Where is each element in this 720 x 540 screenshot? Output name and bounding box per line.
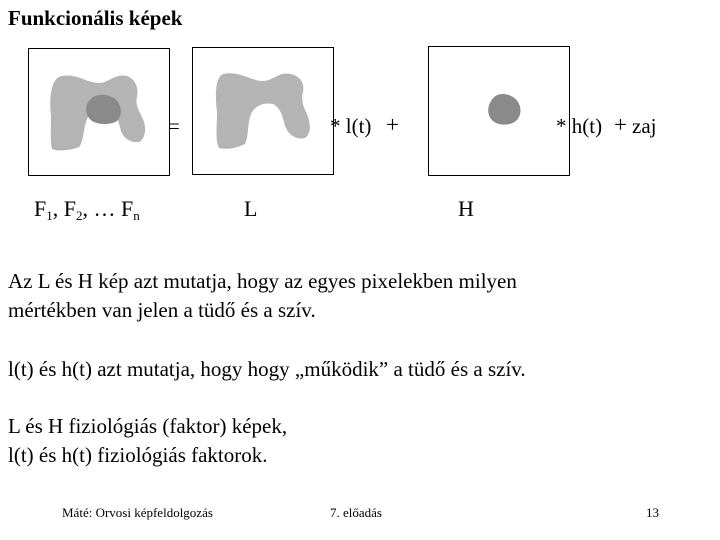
plus-sign: + bbox=[386, 112, 399, 137]
paragraph-3-line-2: l(t) és h(t) fiziológiás faktorok. bbox=[8, 443, 268, 467]
slide-title: Funkcionális képek bbox=[8, 6, 183, 30]
paragraph-2-line-1: l(t) és h(t) azt mutatja, hogy hogy „működik” a tüdő és a szív. bbox=[8, 357, 526, 381]
footer-center: 7. előadás bbox=[330, 505, 382, 520]
f-separator-2: , … F bbox=[82, 196, 134, 221]
times-h-of-t: * h(t) bbox=[556, 114, 603, 138]
heart-image bbox=[429, 47, 569, 175]
paragraph-1-line-2: mértékben van jelen a tüdő és a szív. bbox=[8, 298, 316, 322]
noise-term: zaj bbox=[632, 114, 657, 138]
subscript-2: 2 bbox=[76, 208, 83, 223]
image-panel-f bbox=[28, 48, 170, 176]
lung-heart-image bbox=[29, 49, 169, 175]
times-l-of-t: * l(t) bbox=[330, 114, 372, 138]
lung-shape bbox=[216, 73, 310, 149]
subscript-n: n bbox=[133, 208, 140, 223]
image-panel-l bbox=[192, 47, 334, 175]
equals-sign: = bbox=[168, 114, 180, 138]
l-label: L bbox=[244, 196, 258, 221]
lung-image bbox=[193, 48, 333, 174]
footer-page-number: 13 bbox=[646, 505, 659, 520]
paragraph-3-line-1: L és H fiziológiás (faktor) képek, bbox=[8, 414, 288, 438]
heart-shape bbox=[488, 94, 520, 125]
image-panel-h bbox=[428, 46, 570, 176]
plus-sign-2: + bbox=[614, 112, 627, 137]
paragraph-1-line-1: Az L és H kép azt mutatja, hogy az egyes pixelekben milyen bbox=[8, 269, 517, 293]
f-letter: F bbox=[34, 196, 47, 221]
footer-left: Máté: Orvosi képfeldolgozás bbox=[62, 505, 213, 520]
f-series-label bbox=[34, 196, 140, 224]
subscript-1: 1 bbox=[46, 208, 53, 223]
h-label: H bbox=[458, 196, 474, 221]
f-separator-1: , F bbox=[52, 196, 76, 221]
